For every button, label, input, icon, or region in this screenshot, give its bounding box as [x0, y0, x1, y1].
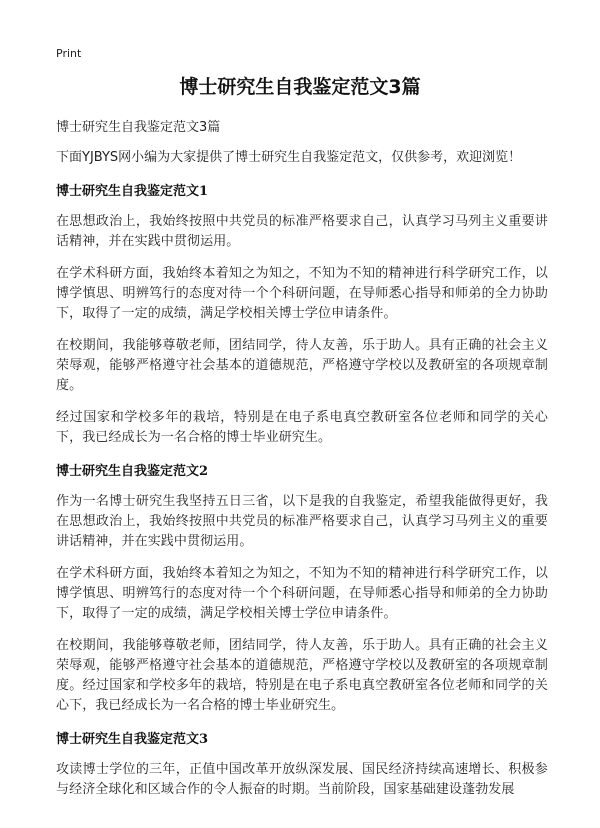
document-body	[56, 118, 548, 812]
section-paragraph: 作为一名博士研究生我坚持五日三省，以下是我的自我鉴定，希望我能做得更好，我在思想政治上，我始终按照中共党员的标准严格要求自己，认真学习马列主义的重要讲话精神，并在实践中贯彻运用。	[56, 494, 548, 549]
section-paragraph: 在校期间，我能够尊敬老师，团结同学，待人友善，乐于助人。具有正确的社会主义荣辱观，能够严格遵守社会基本的道德规范，严格遵守学校以及教研室的各项规章制度。	[56, 338, 548, 393]
document-subtitle: 博士研究生自我鉴定范文3篇	[56, 120, 221, 135]
section-heading: 博士研究生自我鉴定范文2	[56, 464, 209, 479]
section-paragraph: 经过国家和学校多年的栽培，特别是在电子系电真空教研室各位老师和同学的关心下，我已经成长为一名合格的博士毕业研究生。	[56, 410, 548, 445]
section-heading: 博士研究生自我鉴定范文3	[56, 732, 209, 747]
section-paragraph: 在思想政治上，我始终按照中共党员的标准严格要求自己，认真学习马列主义重要讲话精神，并在实践中贯彻运用。	[56, 214, 548, 249]
section-1	[56, 182, 548, 448]
page-title: 博士研究生自我鉴定范文3篇	[179, 76, 421, 98]
section-heading: 博士研究生自我鉴定范文1	[56, 184, 209, 199]
section-2	[56, 462, 548, 716]
print-link[interactable]: Print	[56, 47, 82, 60]
section-3	[56, 730, 548, 800]
section-paragraph: 在学术科研方面，我始终本着知之为知之，不知为不知的精神进行科学研究工作，以博学慎思、明辨笃行的态度对待一个个科研问题，在导师悉心指导和师弟的全力协助下，取得了一定的成绩，满足学校相关博士学位申请条件。	[56, 266, 548, 321]
section-paragraph: 在校期间，我能够尊敬老师，团结同学，待人友善，乐于助人。具有正确的社会主义荣辱观，能够严格遵守社会基本的道德规范，严格遵守学校以及教研室的各项规章制度。经过国家和学校多年的栽培，特别是在电子系电真空教研室各位老师和同学的关心下，我已经成长为一名合格的博士毕业研究生。	[56, 638, 548, 713]
section-paragraph: 攻读博士学位的三年，正值中国改革开放纵深发展、国民经济持续高速增长、积极参与经济全球化和区域合作的令人振奋的时期。当前阶段，国家基础建设蓬勃发展	[56, 762, 548, 797]
section-paragraph: 在学术科研方面，我始终本着知之为知之，不知为不知的精神进行科学研究工作，以博学慎思、明辨笃行的态度对待一个个科研问题，在导师悉心指导和师弟的全力协助下，取得了一定的成绩，满足学校相关博士学位申请条件。	[56, 566, 548, 621]
intro-paragraph: 下面YJBYS网小编为大家提供了博士研究生自我鉴定范文，仅供参考，欢迎浏览！	[56, 150, 522, 165]
